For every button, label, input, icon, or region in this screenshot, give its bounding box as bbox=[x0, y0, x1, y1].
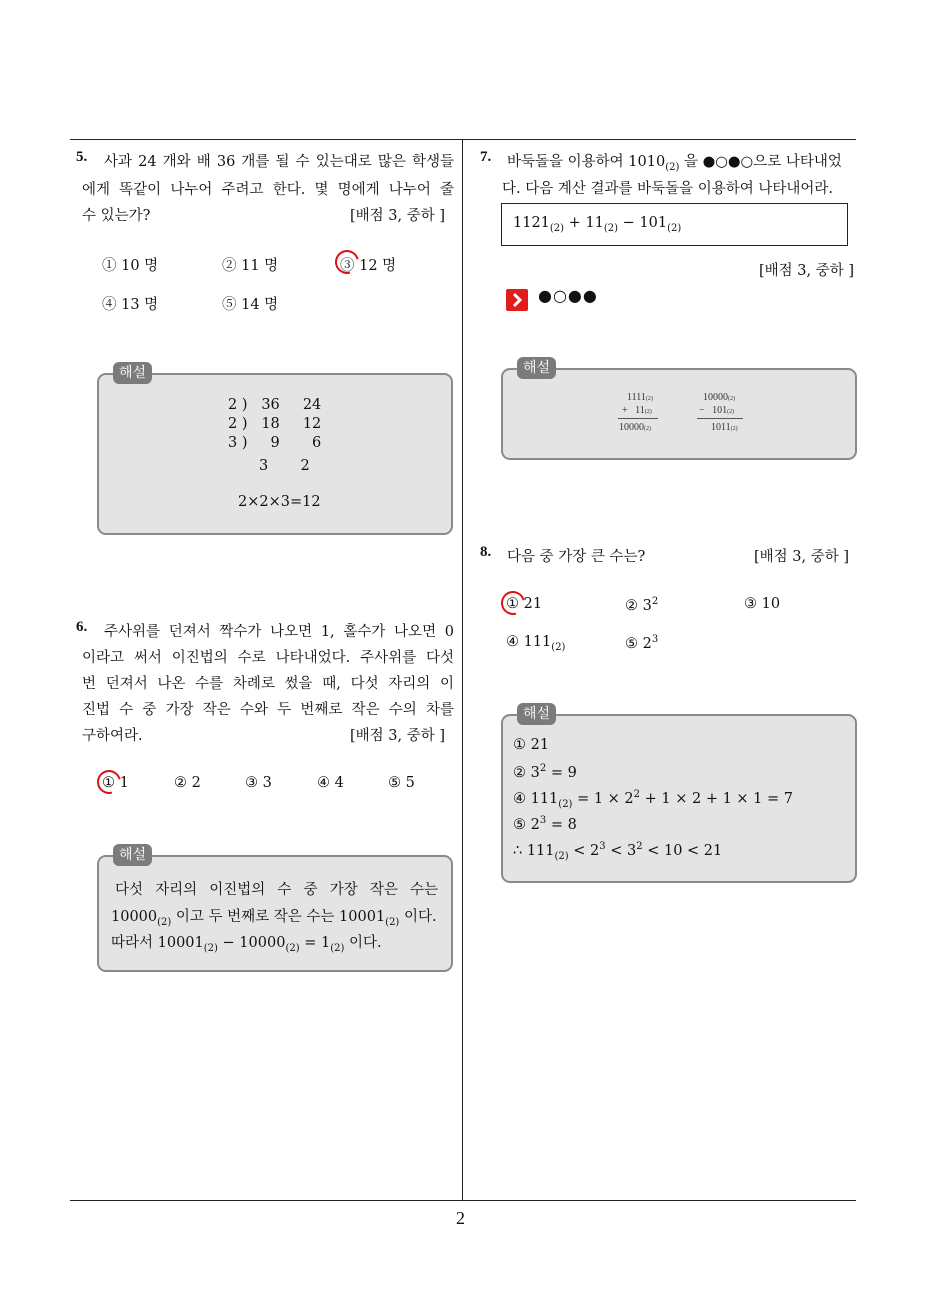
calc-line: 1111(2) bbox=[627, 392, 653, 403]
score-label: [배점 3, 중하 ] bbox=[350, 728, 446, 744]
page-number: 2 bbox=[456, 1208, 465, 1228]
column-divider bbox=[462, 139, 463, 1201]
option-1[interactable]: ① 10 명 bbox=[102, 258, 159, 274]
solution-line: 2 ) 36 24 bbox=[228, 397, 322, 413]
question-text: 다. 다음 계산 결과를 바둑돌을 이용하여 나타내어라. bbox=[502, 181, 834, 197]
answer-circle-mark bbox=[93, 766, 126, 799]
calc-line: 10000(2) bbox=[703, 392, 735, 403]
option-2[interactable]: ② 2 bbox=[174, 775, 201, 791]
score-label: [배점 3, 중하 ] bbox=[759, 263, 855, 279]
option-2[interactable]: ② $3^2$ bbox=[625, 596, 659, 614]
solution-line: ② $3^2 = 9$ bbox=[513, 763, 577, 781]
solution-line: 따라서 $10001_{(2)} - 10000_{(2)} = 1_{(2)}$ 이다. bbox=[111, 935, 382, 954]
solution-line: 3 ) 9 6 bbox=[228, 435, 322, 451]
calc-line: 10000(2) bbox=[619, 422, 651, 433]
solution-line: ④ $111_{(2)} = 1 \times 2^2 + 1 \times 2 + 1 \times 1 = 7$ bbox=[513, 789, 793, 810]
question-number: 5. bbox=[76, 149, 88, 165]
question-text: 다음 중 가장 큰 수는? bbox=[507, 549, 646, 565]
score-label: [배점 3, 중하 ] bbox=[350, 208, 446, 224]
solution-result: 2×2×3=12 bbox=[238, 494, 321, 510]
option-5[interactable]: ⑤ 14 명 bbox=[222, 297, 279, 313]
option-1[interactable]: ① 21 bbox=[506, 596, 543, 612]
question-text: 사과 24 개와 배 36 개를 될 수 있는대로 많은 학생들 bbox=[104, 154, 454, 170]
question-number: 7. bbox=[480, 149, 492, 165]
solution-line: 3 2 bbox=[259, 458, 310, 474]
answer-arrow-icon bbox=[506, 289, 528, 311]
question-number: 8. bbox=[480, 544, 492, 560]
question-number: 6. bbox=[76, 619, 88, 635]
option-5[interactable]: ⑤ $2^3$ bbox=[625, 634, 659, 652]
option-3[interactable]: ③ 10 bbox=[744, 596, 781, 612]
option-5[interactable]: ⑤ 5 bbox=[388, 775, 415, 791]
option-2[interactable]: ② 11 명 bbox=[222, 258, 279, 274]
calc-line: + 11(2) bbox=[622, 405, 652, 416]
question-text: 에게 똑같이 나누어 주려고 한다. 몇 명에게 나누어 줄 bbox=[82, 182, 454, 198]
bottom-rule bbox=[70, 1200, 856, 1201]
solution-line: 다섯 자리의 이진법의 수 중 가장 작은 수는 bbox=[115, 882, 438, 898]
formula: $1121_{(2)} + 11_{(2)} - 101_{(2)}$ bbox=[513, 215, 682, 234]
solution-box bbox=[501, 368, 857, 460]
answer-circle-mark bbox=[497, 587, 530, 620]
question-text: 수 있는가? bbox=[82, 208, 151, 224]
solution-line: $10000_{(2)}$ 이고 두 번째로 작은 수는 $10001_{(2)}$ 이다. bbox=[111, 909, 437, 928]
calc-rule bbox=[618, 418, 658, 419]
solution-line: ⑤ $2^3 = 8$ bbox=[513, 815, 577, 833]
option-4[interactable]: ④ $111_{(2)}$ bbox=[506, 634, 566, 653]
question-text: 바둑돌을 이용하여 $1010_{(2)}$ 을 ●○●○으로 나타내었 bbox=[507, 154, 842, 173]
option-4[interactable]: ④ 13 명 bbox=[102, 297, 159, 313]
option-1[interactable]: ① 1 bbox=[102, 775, 129, 791]
solution-tag: 해설 bbox=[517, 357, 556, 379]
option-4[interactable]: ④ 4 bbox=[317, 775, 344, 791]
question-text: 번 던져서 나온 수를 차례로 썼을 때, 다섯 자리의 이 bbox=[82, 676, 454, 692]
solution-line: ∴ $111_{(2)} < 2^3 < 3^2 < 10 < 21$ bbox=[513, 841, 723, 862]
top-rule bbox=[70, 139, 856, 140]
solution-line: 2 ) 18 12 bbox=[228, 416, 322, 432]
question-text: 구하여라. bbox=[82, 728, 143, 744]
score-label: [배점 3, 중하 ] bbox=[754, 549, 850, 565]
calc-line: − 101(2) bbox=[699, 405, 735, 416]
question-text: 이라고 써서 이진법의 수로 나타내었다. 주사위를 다섯 bbox=[82, 650, 454, 666]
solution-tag: 해설 bbox=[517, 703, 556, 725]
calc-line: 1011(2) bbox=[711, 422, 738, 433]
question-text: 주사위를 던져서 짝수가 나오면 1, 홀수가 나오면 0 bbox=[104, 624, 454, 640]
calc-rule bbox=[697, 418, 743, 419]
question-text: 진법 수 중 가장 작은 수와 두 번째로 작은 수의 차를 bbox=[82, 702, 454, 718]
option-3[interactable]: ③ 12 명 bbox=[340, 258, 397, 274]
answer-stones: ●○●● bbox=[538, 286, 598, 305]
option-3[interactable]: ③ 3 bbox=[245, 775, 272, 791]
solution-tag: 해설 bbox=[113, 362, 152, 384]
solution-tag: 해설 bbox=[113, 844, 152, 866]
solution-line: ① 21 bbox=[513, 737, 550, 753]
